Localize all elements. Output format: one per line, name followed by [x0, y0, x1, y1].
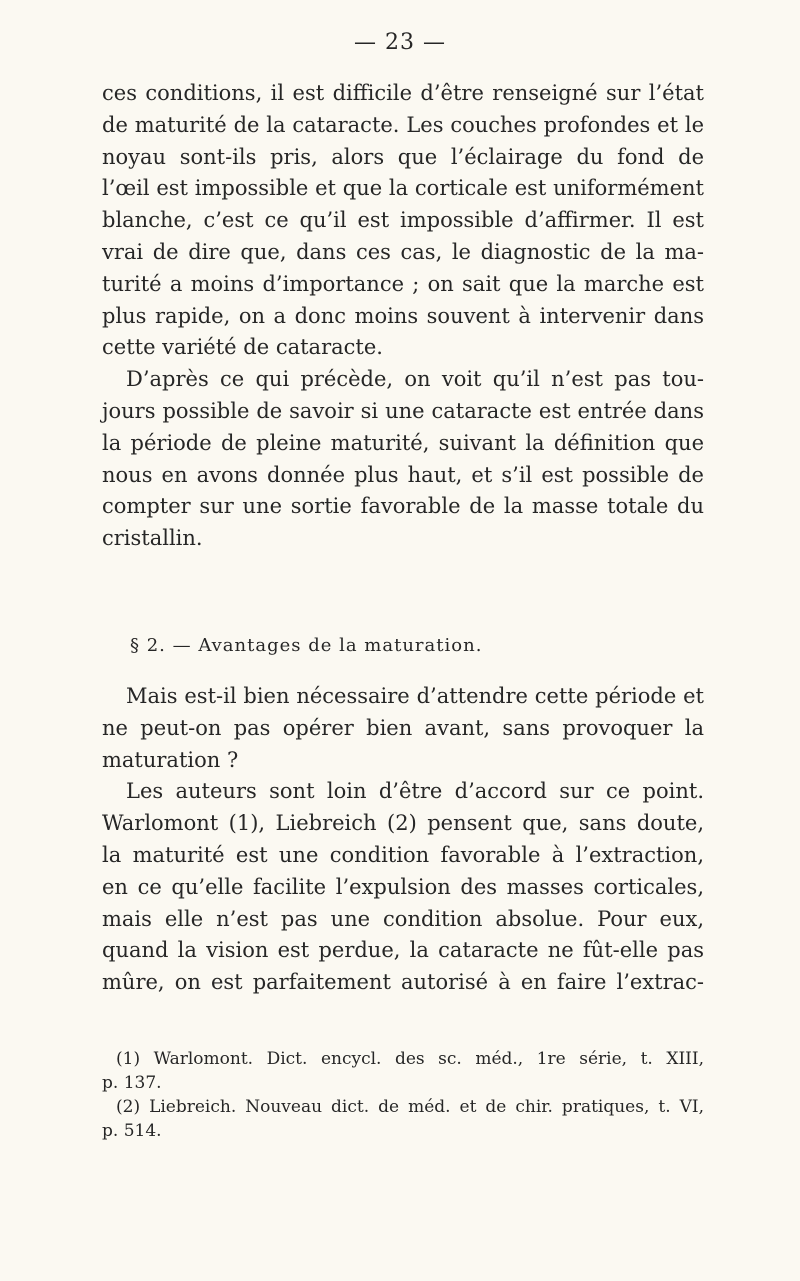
page-number: — 23 — [354, 30, 446, 55]
footnote-2-continuation: p. 514. [102, 1121, 162, 1141]
text-line: blanche, c’est ce qu’il est impossible d’affirmer. Il est [102, 208, 704, 233]
text-line: mais elle n’est pas une condition absolue. Pour eux, [102, 906, 704, 931]
text-line: plus rapide, on a donc moins souvent à intervenir dans [102, 303, 704, 328]
text-line: quand la vision est perdue, la cataracte ne fût-elle pas [102, 938, 704, 963]
text-line: D’après ce qui précède, on voit qu’il n’est pas tou- [126, 367, 704, 392]
text-line: de maturité de la cataracte. Les couches profondes et le [102, 112, 704, 137]
text-block-bottom [102, 681, 704, 999]
footnotes [102, 1047, 704, 1143]
text-line: jours possible de savoir si une cataracte est entrée dans [102, 398, 704, 423]
text-line: cette variété de cataracte. [102, 335, 383, 360]
text-line: mûre, on est parfaitement autorisé à en faire l’extrac- [102, 970, 704, 995]
text-line: vrai de dire que, dans ces cas, le diagnostic de la ma- [102, 239, 704, 264]
text-line: Mais est-il bien nécessaire d’attendre cette période et [126, 684, 704, 708]
text-line: ces conditions, il est difficile d’être renseigné sur l’état [102, 81, 704, 105]
text-line: la maturité est une condition favorable à l’extraction, [102, 842, 704, 867]
section-heading: § 2. — Avantages de la maturation. [130, 635, 483, 656]
footnote-1: (1) Warlomont. Dict. encycl. des sc. méd., 1re série, t. XIII, [116, 1049, 704, 1069]
text-line: maturation ? [102, 747, 239, 772]
text-line: cristallin. [102, 526, 203, 551]
text-line: ne peut-on pas opérer bien avant, sans provoquer la [102, 715, 704, 740]
text-line: Warlomont (1), Liebreich (2) pensent que, sans doute, [102, 811, 704, 836]
text-line: la période de pleine maturité, suivant la définition que [102, 430, 704, 455]
text-line: noyau sont-ils pris, alors que l’éclairage du fond de [102, 144, 704, 169]
text-line: l’œil est impossible et que la corticale est uniformément [102, 176, 704, 201]
text-line: en ce qu’elle facilite l’expulsion des masses corticales, [102, 874, 704, 899]
text-line: turité a moins d’importance ; on sait que la marche est [102, 271, 704, 296]
text-line: compter sur une sortie favorable de la masse totale du [102, 494, 704, 519]
text-line: Les auteurs sont loin d’être d’accord sur ce point. [126, 779, 704, 804]
text-line: nous en avons donnée plus haut, et s’il est possible de [102, 462, 704, 487]
text-block-top [102, 78, 704, 555]
footnote-1-continuation: p. 137. [102, 1073, 162, 1093]
footnote-2: (2) Liebreich. Nouveau dict. de méd. et de chir. pratiques, t. VI, [116, 1097, 704, 1117]
